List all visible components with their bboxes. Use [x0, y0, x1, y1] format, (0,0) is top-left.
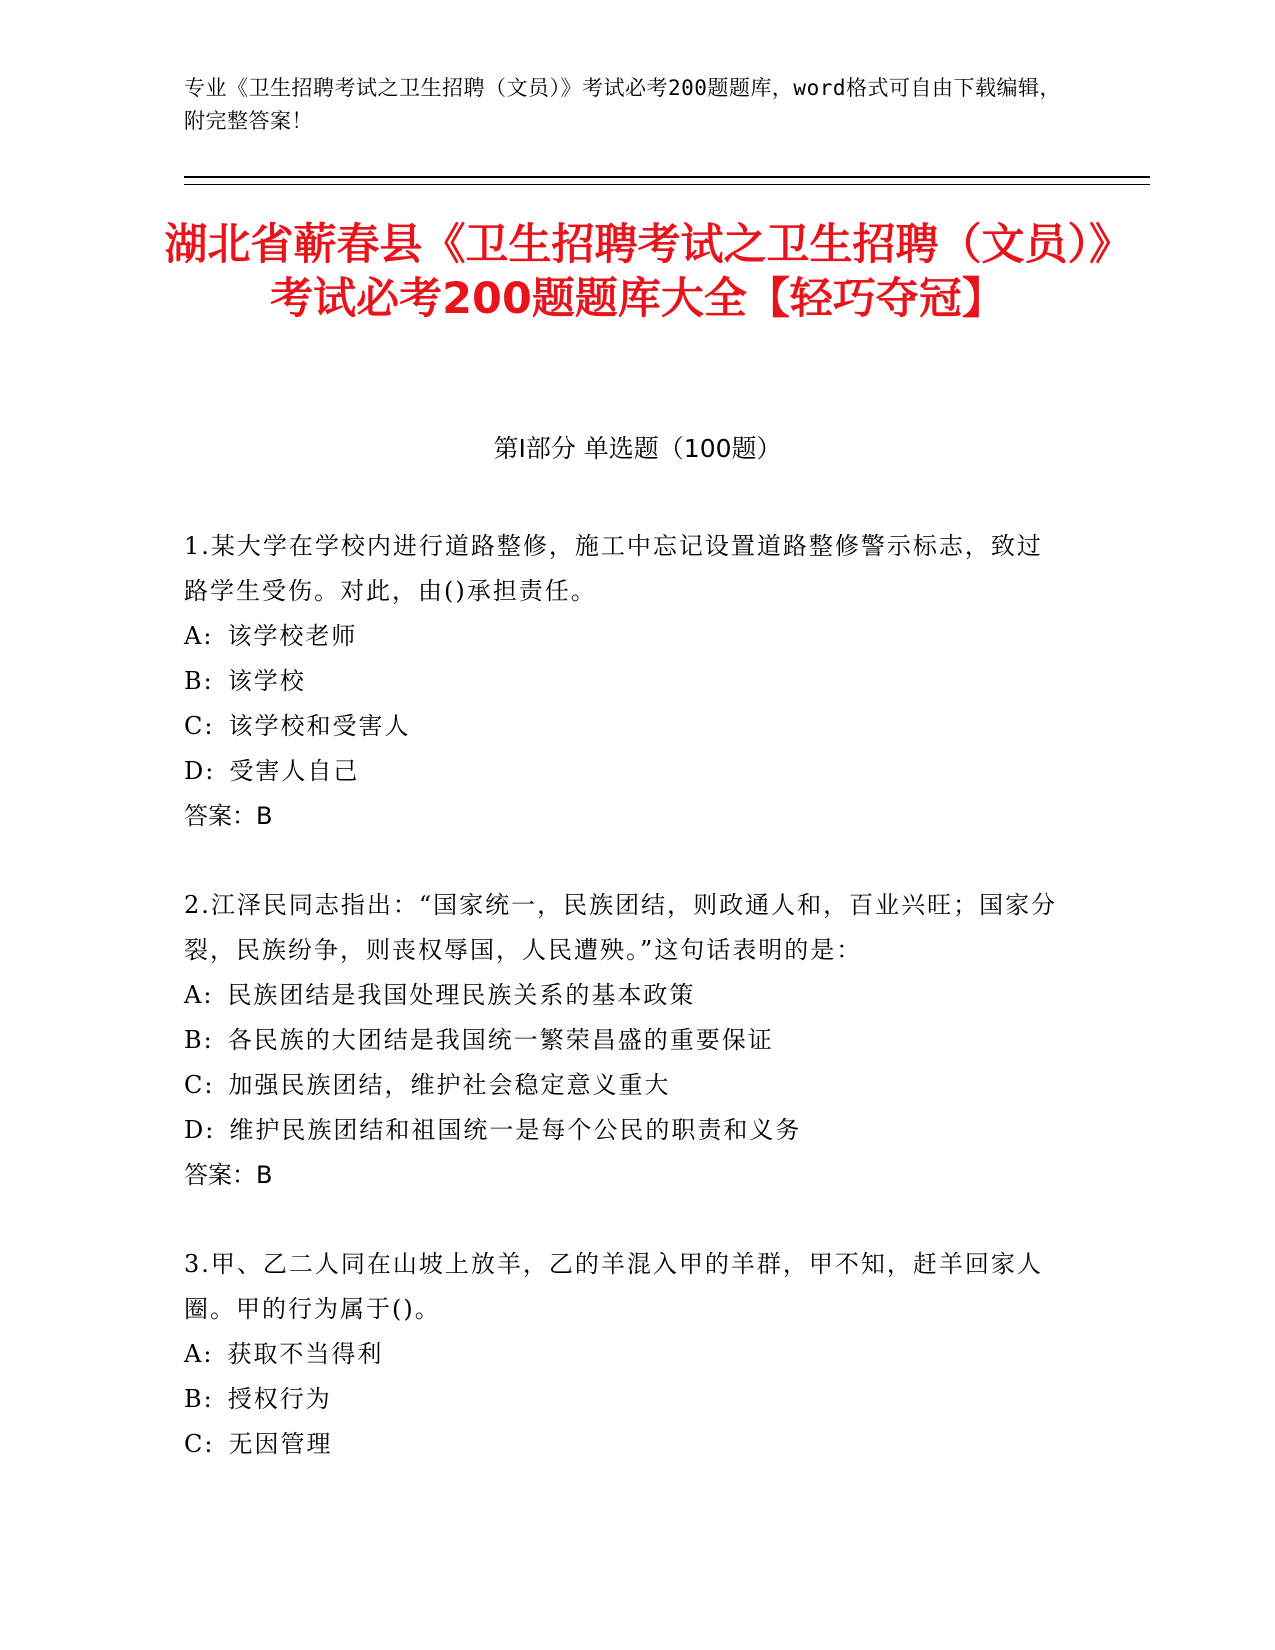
option-d — [184, 749, 1064, 794]
question-stem: 2.江泽民同志指出：“国家统一，民族团结，则政通人和，百业兴旺；国家分裂，民族纷争，则丧权辱国，人民遭殃。”这句话表明的是： — [184, 891, 1058, 964]
option-key: C: — [184, 1430, 215, 1458]
option-c — [184, 1063, 1064, 1108]
option-a — [184, 973, 1064, 1018]
option-text: 该学校和受害人 — [228, 712, 411, 740]
option-c — [184, 704, 1064, 749]
option-d — [184, 1108, 1064, 1153]
option-a — [184, 614, 1064, 659]
question-1 — [184, 524, 1064, 839]
option-a — [184, 1332, 1064, 1377]
option-key: B: — [184, 1385, 214, 1413]
answer-line: 答案：B — [184, 1161, 273, 1189]
option-key: A: — [184, 981, 214, 1009]
question-3 — [184, 1242, 1064, 1467]
question-2 — [184, 883, 1064, 1198]
option-key: B: — [184, 667, 214, 695]
option-key: A: — [184, 622, 214, 650]
section-heading: 第I部分 单选题（100题） — [493, 434, 782, 463]
option-text: 民族团结是我国处理民族关系的基本政策 — [227, 981, 696, 1009]
answer-line: 答案：B — [184, 802, 273, 830]
option-text: 该学校老师 — [227, 622, 358, 650]
option-text: 该学校 — [227, 667, 306, 695]
question-list — [184, 524, 1064, 1511]
option-text: 加强民族团结，维护社会稳定意义重大 — [228, 1071, 671, 1099]
option-text: 授权行为 — [227, 1385, 332, 1413]
option-text: 各民族的大团结是我国统一繁荣昌盛的重要保证 — [227, 1026, 774, 1054]
question-stem: 3.甲、乙二人同在山坡上放羊，乙的羊混入甲的羊群，甲不知，赶羊回家人圈。甲的行为属于()。 — [184, 1250, 1043, 1323]
option-key: D: — [184, 1116, 216, 1144]
header-note: 专业《卫生招聘考试之卫生招聘（文员）》考试必考200题题库，word格式可自由下载编辑，附完整答案！ — [184, 76, 1061, 133]
option-c — [184, 1422, 1064, 1467]
option-text: 维护民族团结和祖国统一是每个公民的职责和义务 — [229, 1116, 802, 1144]
option-key: A: — [184, 1340, 214, 1368]
option-key: B: — [184, 1026, 214, 1054]
option-key: D: — [184, 757, 216, 785]
option-key: C: — [184, 1071, 215, 1099]
option-b — [184, 1377, 1064, 1422]
option-text: 受害人自己 — [229, 757, 360, 785]
option-b — [184, 1018, 1064, 1063]
option-text: 获取不当得利 — [227, 1340, 384, 1368]
option-b — [184, 659, 1064, 704]
document-title: 湖北省蕲春县《卫生招聘考试之卫生招聘（文员）》考试必考200题题库大全【轻巧夺冠】 — [164, 220, 1111, 324]
header-divider-thin — [184, 184, 1150, 185]
header-divider-thick — [184, 176, 1150, 178]
option-key: C: — [184, 712, 215, 740]
question-stem: 1.某大学在学校内进行道路整修，施工中忘记设置道路整修警示标志，致过路学生受伤。对此，由()承担责任。 — [184, 532, 1043, 605]
option-text: 无因管理 — [228, 1430, 333, 1458]
